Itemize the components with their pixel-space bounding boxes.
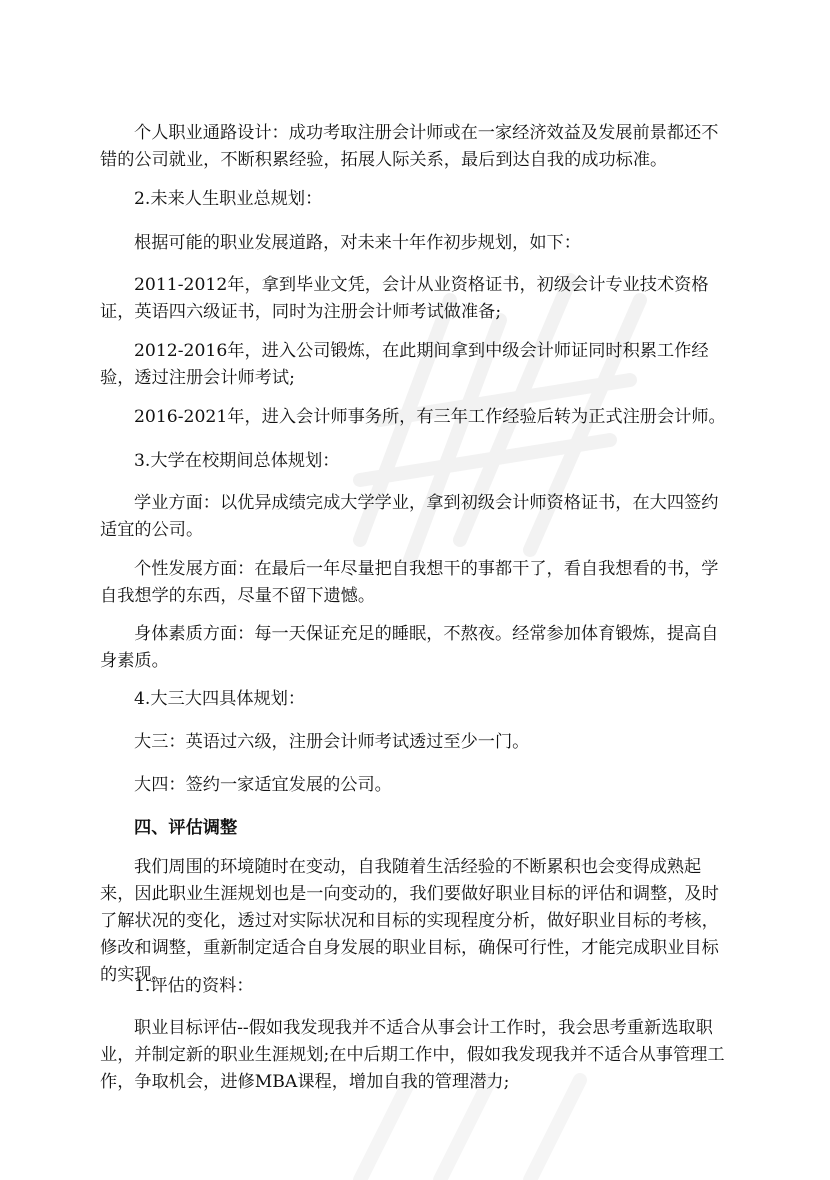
- paragraph-plan-2012: 2012-2016年，进入公司锻炼，在此期间拿到中级会计师证同时积累工作经验，透过注册会计师考试;: [100, 341, 709, 388]
- paragraph-physical-fitness: 身体素质方面：每一天保证充足的睡眠，不熬夜。经常参加体育锻炼，提高自身素质。: [100, 624, 719, 671]
- paragraph-plan-2016: 2016-2021年，进入会计师事务所，有三年工作经验后转为正式注册会计师。: [134, 407, 726, 427]
- paragraph-career-path: 个人职业通路设计：成功考取注册会计师或在一家经济效益及发展前景都还不错的公司就业，不断积累经验，拓展人际关系，最后到达自我的成功标准。: [100, 123, 719, 170]
- paragraph-junior-year: 大三：英语过六级，注册会计师考试透过至少一门。: [134, 732, 530, 752]
- section-heading-evaluation: 四、评估调整: [134, 818, 238, 838]
- paragraph-goal-evaluation: 职业目标评估--假如我发现我并不适合从事会计工作时，我会思考重新选取职业，并制定新的职业生涯规划;在中后期工作中，假如我发现我并不适合从事管理工作，争取机会，进修MBA课程，增加自我的管理潜力;: [100, 1018, 725, 1092]
- paragraph-heading-evaluation-content: 1.评估的资料：: [134, 976, 254, 996]
- paragraph-heading-college-plan: 3.大学在校期间总体规划：: [134, 451, 340, 471]
- paragraph-heading-future-plan: 2.未来人生职业总规划：: [134, 189, 323, 209]
- paragraph-personal-development: 个性发展方面：在最后一年尽量把自我想干的事都干了，看自我想看的书，学自我想学的东西，尽量不留下遗憾。: [100, 559, 719, 606]
- paragraph-ten-year-plan: 根据可能的职业发展道路，对未来十年作初步规划，如下：: [134, 233, 581, 253]
- paragraph-senior-year: 大四：签约一家适宜发展的公司。: [134, 775, 392, 795]
- paragraph-academics: 学业方面：以优异成绩完成大学学业，拿到初级会计师资格证书，在大四签约适宜的公司。: [100, 493, 719, 540]
- paragraph-heading-junior-senior: 4.大三大四具体规划：: [134, 689, 306, 709]
- paragraph-evaluation-intro: 我们周围的环境随时在变动，自我随着生活经验的不断累积也会变得成熟起来，因此职业生涯规划也是一向变动的，我们要做好职业目标的评估和调整，及时了解状况的变化，透过对实际状况和目标的实现程度分析，做好职业目标的考核，修改和调整，重新制定适合自身发展的职业目标，确保可行性，才能完成职业目标的实现。: [100, 857, 719, 985]
- paragraph-plan-2011: 2011-2012年，拿到毕业文凭，会计从业资格证书，初级会计专业技术资格证，英语四六级证书，同时为注册会计师考试做准备;: [100, 275, 709, 322]
